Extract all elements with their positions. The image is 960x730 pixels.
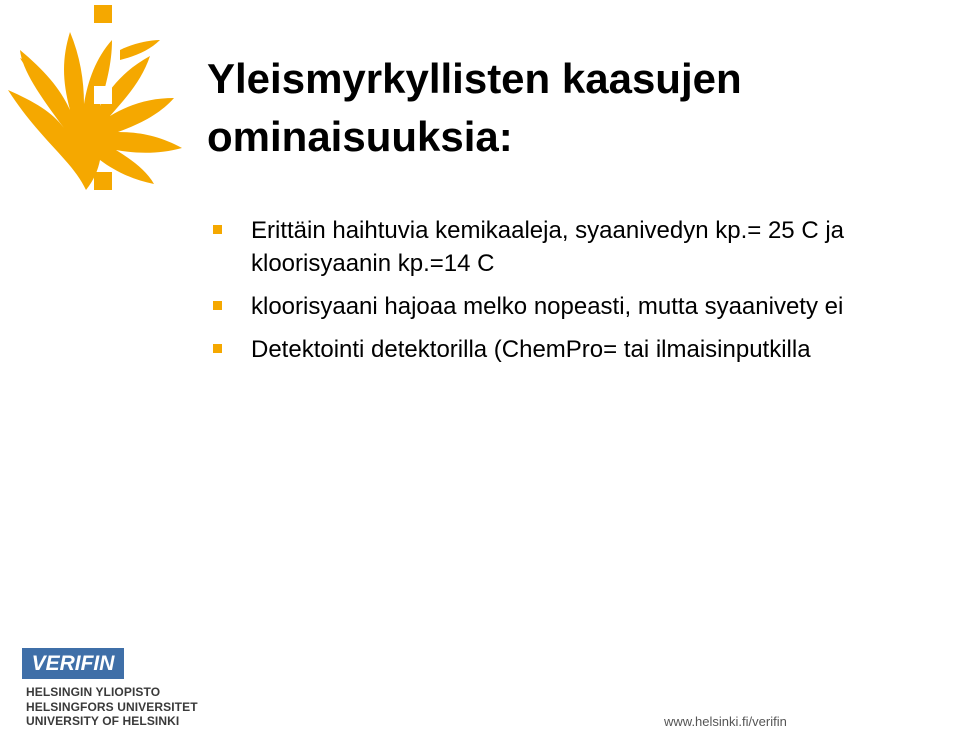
flame-logo-icon <box>0 0 210 200</box>
bullet-item <box>213 333 953 366</box>
bullet-text: Detektointi detektorilla (ChemPro= tai ilmaisinputkilla <box>251 336 811 363</box>
bullet-square-icon <box>213 301 222 310</box>
university-name-en: UNIVERSITY OF HELSINKI <box>26 714 180 728</box>
bullet-list <box>213 214 953 376</box>
bullet-text: Erittäin haihtuvia kemikaaleja, syaanivedyn kp.= 25 C ja kloorisyaanin kp.=14 C <box>251 217 844 277</box>
bullet-square-icon <box>213 225 222 234</box>
bullet-square-icon <box>213 344 222 353</box>
verifin-badge: VERIFIN <box>22 648 124 679</box>
university-name-fi: HELSINGIN YLIOPISTO <box>26 685 161 699</box>
university-name <box>26 685 198 729</box>
bullet-item <box>213 214 953 280</box>
university-name-sv: HELSINGFORS UNIVERSITET <box>26 699 198 714</box>
bullet-text: kloorisyaani hajoaa melko nopeasti, mutta syaanivety ei <box>251 293 844 320</box>
footer-url: www.helsinki.fi/verifin <box>664 714 787 729</box>
slide-title: Yleismyrkyllisten kaasujen ominaisuuksia: <box>207 55 742 160</box>
bullet-item <box>213 290 953 323</box>
